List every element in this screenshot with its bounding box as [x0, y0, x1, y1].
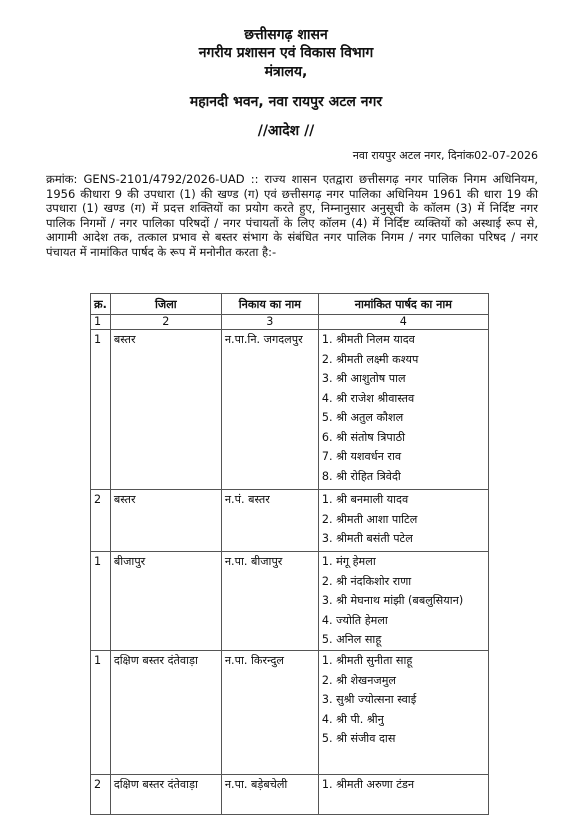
cell-members: [318, 490, 488, 552]
cell-members: [318, 552, 488, 651]
cell-body: [221, 552, 318, 651]
member-name: 1. श्री बनमाली यादव: [321, 493, 409, 506]
cell-sn-text: 1: [94, 654, 102, 667]
cell-body: [221, 330, 318, 490]
cell-members: [318, 330, 488, 490]
member-name: 2. श्री नंदकिशोर राणा: [321, 574, 412, 588]
cell-district: [110, 552, 221, 651]
header-members: नामांकित पार्षद का नाम: [318, 294, 488, 315]
member-name: 4. श्री राजेश श्रीवास्तव: [321, 391, 415, 405]
nomination-table: [90, 293, 489, 815]
member-name: 8. श्री रोहित त्रिवेदी: [321, 469, 401, 483]
member-name: 2. श्रीमती आशा पाटिल: [321, 512, 418, 526]
cell-sn: [91, 330, 111, 490]
member-name: 5. श्री संजीव दास: [321, 732, 396, 745]
header-district: जिला: [110, 294, 221, 315]
col-number: 2: [110, 315, 221, 330]
cell-sn-text: 1: [94, 555, 102, 568]
cell-body: [221, 651, 318, 775]
cell-district: [110, 651, 221, 775]
cell-members: [318, 651, 488, 775]
member-name: 5. श्री अतुल कौशल: [321, 411, 404, 424]
department-title: नगरीय प्रशासन एवं विकास विभाग: [198, 45, 374, 61]
cell-district: [110, 330, 221, 490]
col-number: 3: [221, 315, 318, 330]
cell-body-text: न.पा.नि. जगदलपुर: [224, 333, 303, 346]
member-name: 1. मंगू हेमला: [321, 555, 376, 568]
member-name: 4. ज्योति हेमला: [321, 613, 388, 627]
cell-sn: [91, 651, 111, 775]
cell-district-text: बीजापुर: [113, 555, 146, 568]
member-list: [322, 490, 485, 549]
member-name: 4. श्री पी. श्रीनु: [321, 712, 384, 726]
member-list: [322, 651, 485, 749]
cell-sn: [91, 775, 111, 815]
date-line: नवा रायपुर अटल नगर, दिनांक02-07-2026: [352, 149, 538, 162]
member-name: 3. श्री मेघनाथ मांझी (बबलुसियान): [321, 594, 464, 607]
member-name: 7. श्री यशवर्धन राव: [321, 450, 402, 463]
cell-district: [110, 775, 221, 815]
cell-district: [110, 490, 221, 552]
member-name: 1. श्रीमती सुनीता साहू: [321, 654, 413, 667]
cell-district-text: दक्षिण बस्तर दंतेवाड़ा: [113, 778, 198, 791]
address-title: महानदी भवन, नवा रायपुर अटल नगर: [189, 94, 383, 110]
cell-sn: [91, 552, 111, 651]
table-row: [91, 775, 489, 815]
cell-body-text: न.पं. बस्तर: [224, 493, 270, 506]
member-name: 6. श्री संतोष त्रिपाठी: [321, 430, 406, 444]
column-number-row: [91, 315, 489, 330]
member-name: 5. अनिल साहू: [321, 633, 382, 646]
member-list: [322, 330, 485, 486]
cell-district-text: बस्तर: [113, 333, 136, 346]
col-number: 1: [91, 315, 111, 330]
table-row: [91, 552, 489, 651]
govt-title: छत्तीसगढ़ शासन: [244, 27, 328, 43]
member-list: [322, 552, 485, 650]
member-name: 1. श्रीमती अरुणा टंडन: [321, 778, 415, 791]
member-name: 2. श्रीमती लक्ष्मी कश्यप: [321, 352, 419, 366]
table-header-row: [91, 294, 489, 315]
cell-body-text: न.पा. बड़ेबचेली: [224, 778, 288, 791]
member-name: 2. श्री शेखनजमुल: [321, 673, 396, 687]
cell-body: [221, 490, 318, 552]
cell-body: [221, 775, 318, 815]
table-row: [91, 651, 489, 775]
member-name: 3. श्री आशुतोष पाल: [321, 372, 406, 385]
cell-body-text: न.पा. बीजापुर: [224, 555, 283, 568]
col-number: 4: [318, 315, 488, 330]
cell-sn-text: 2: [94, 778, 102, 791]
cell-district-text: दक्षिण बस्तर दंतेवाड़ा: [113, 654, 198, 667]
header-sn: क्र.: [91, 294, 111, 315]
ministry-title: मंत्रालय,: [264, 64, 308, 80]
member-name: 3. सुश्री ज्योत्सना स्वाई: [321, 693, 417, 706]
cell-members: [318, 775, 488, 815]
cell-sn: [91, 490, 111, 552]
cell-sn-text: 1: [94, 333, 102, 346]
cell-sn-text: 2: [94, 493, 102, 506]
order-heading: //आदेश //: [257, 123, 315, 139]
member-name: 1. श्रीमती निलम यादव: [321, 333, 415, 346]
member-name: 3. श्रीमती बसंती पटेल: [321, 532, 413, 545]
header-body: निकाय का नाम: [221, 294, 318, 315]
cell-body-text: न.पा. किरन्दुल: [224, 654, 285, 667]
cell-district-text: बस्तर: [113, 493, 136, 506]
table-row: [91, 330, 489, 490]
member-list: [322, 775, 485, 795]
table-row: [91, 490, 489, 552]
order-paragraph: क्रमांक: GENS-2101/4792/2026-UAD :: राज्य शासन एतद्वारा छत्तीसगढ़ नगर पालिक निगम अधिनियम, 1956 कीधारा 9 की उपधारा (1) की खण्ड (ग) एवं छत्तीसगढ़ नगर पालिका अधिनियम 1961 की धारा 19 की उपधारा (1) खण्ड (ग) में प्रदत्त शक्तियों का प्रयोग करते हुए, निम्नानुसार अनुसूची के कॉलम (3) में निर्दिष्ट नगर पालिक निगमों / नगर पालिका परिषदों / नगर पंचायतों के लिए कॉलम (4) में निर्दिष्ट व्यक्तियों को अस्थाई रूप से, आगामी आदेश तक, तत्काल प्रभाव से बस्तर संभाग के संबंधित नगर पालिक निगम / नगर पालिका परिषद / नगर पंचायत में नामांकित पार्षद के रूप में मनोनीत करता है:-: [46, 172, 538, 259]
